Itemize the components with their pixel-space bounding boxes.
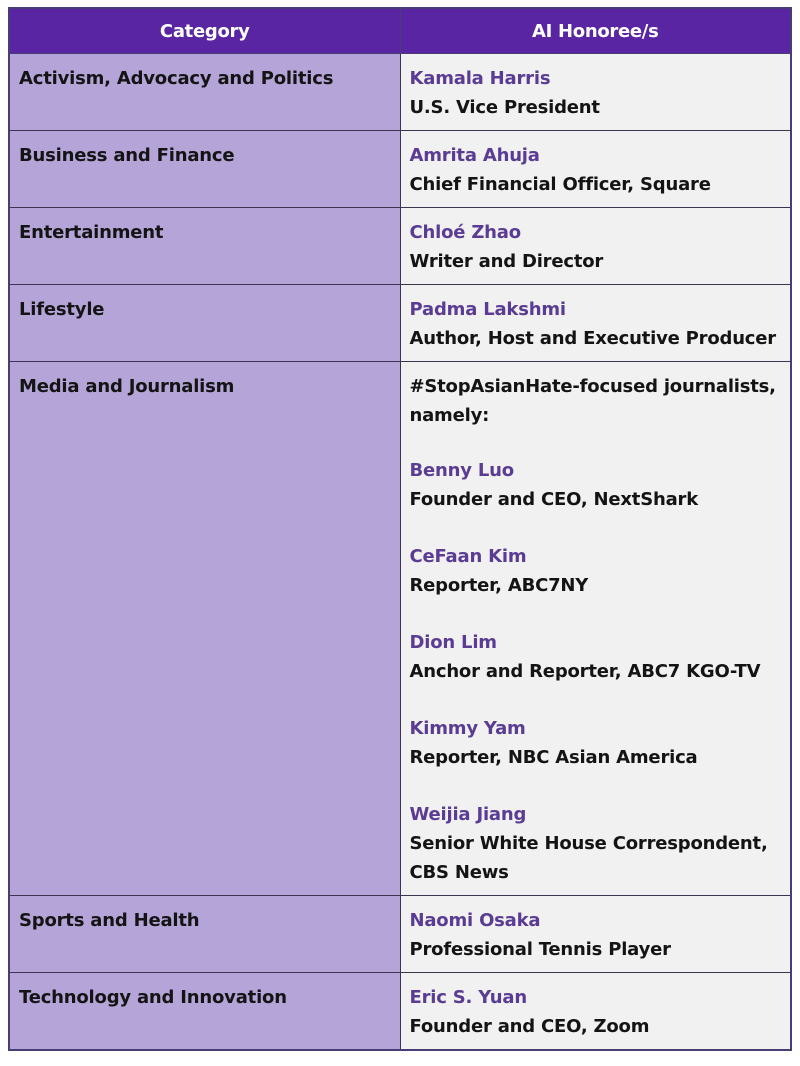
honoree-entry xyxy=(410,983,782,1041)
honoree-name: Chloé Zhao xyxy=(409,222,521,243)
honoree-title: U.S. Vice President xyxy=(409,97,600,118)
honoree-entry xyxy=(410,64,782,122)
honoree-entry xyxy=(410,800,782,887)
honorees-cell xyxy=(400,896,791,973)
honoree-name: Eric S. Yuan xyxy=(409,987,527,1008)
honoree-entry xyxy=(410,906,782,964)
honoree-title: Anchor and Reporter, ABC7 KGO-TV xyxy=(409,661,761,682)
honoree-entry xyxy=(410,295,782,353)
honorees-cell xyxy=(400,362,791,896)
honoree-name: Padma Lakshmi xyxy=(409,299,566,320)
honoree-name: Kamala Harris xyxy=(409,68,551,89)
table-body xyxy=(9,54,791,1051)
table-header xyxy=(9,8,791,54)
category-cell: Entertainment xyxy=(9,208,400,285)
table-row xyxy=(9,362,791,896)
honorees-intro-text: #StopAsianHate-focused journalists, namely: xyxy=(409,376,776,426)
table-row xyxy=(9,973,791,1051)
category-cell: Lifestyle xyxy=(9,285,400,362)
honoree-name: Amrita Ahuja xyxy=(409,145,540,166)
table-row xyxy=(9,131,791,208)
table-row xyxy=(9,285,791,362)
honoree-name: Naomi Osaka xyxy=(409,910,541,931)
category-column-header: Category xyxy=(9,8,400,54)
honoree-name: CeFaan Kim xyxy=(409,546,527,567)
table-row xyxy=(9,896,791,973)
honoree-title: Senior White House Correspondent, CBS News xyxy=(409,833,768,883)
honoree-name: Benny Luo xyxy=(409,460,514,481)
honorees-table xyxy=(8,7,792,1051)
honoree-title: Author, Host and Executive Producer xyxy=(409,328,776,349)
category-cell: Technology and Innovation xyxy=(9,973,400,1051)
honoree-title: Reporter, ABC7NY xyxy=(409,575,589,596)
honoree-entry xyxy=(410,542,782,600)
honorees-column-header: AI Honoree/s xyxy=(400,8,791,54)
honoree-entry xyxy=(410,218,782,276)
honoree-title: Reporter, NBC Asian America xyxy=(409,747,698,768)
category-cell: Media and Journalism xyxy=(9,362,400,896)
honoree-name: Kimmy Yam xyxy=(409,718,526,739)
honoree-title: Founder and CEO, NextShark xyxy=(409,489,698,510)
header-row xyxy=(9,8,791,54)
honorees-table-container xyxy=(8,7,790,1051)
category-cell: Sports and Health xyxy=(9,896,400,973)
category-cell: Business and Finance xyxy=(9,131,400,208)
honoree-entry xyxy=(410,628,782,686)
honoree-entry xyxy=(410,456,782,514)
honorees-cell xyxy=(400,54,791,131)
honoree-title: Chief Financial Officer, Square xyxy=(409,174,711,195)
honorees-cell xyxy=(400,131,791,208)
honoree-entry xyxy=(410,714,782,772)
honorees-cell xyxy=(400,285,791,362)
honoree-name: Dion Lim xyxy=(409,632,497,653)
table-row xyxy=(9,208,791,285)
honorees-cell xyxy=(400,973,791,1051)
table-row xyxy=(9,54,791,131)
category-cell: Activism, Advocacy and Politics xyxy=(9,54,400,131)
honoree-entry xyxy=(410,141,782,199)
honoree-title: Founder and CEO, Zoom xyxy=(409,1016,650,1037)
honoree-title: Writer and Director xyxy=(409,251,604,272)
honoree-name: Weijia Jiang xyxy=(409,804,527,825)
honorees-cell xyxy=(400,208,791,285)
honoree-title: Professional Tennis Player xyxy=(409,939,671,960)
